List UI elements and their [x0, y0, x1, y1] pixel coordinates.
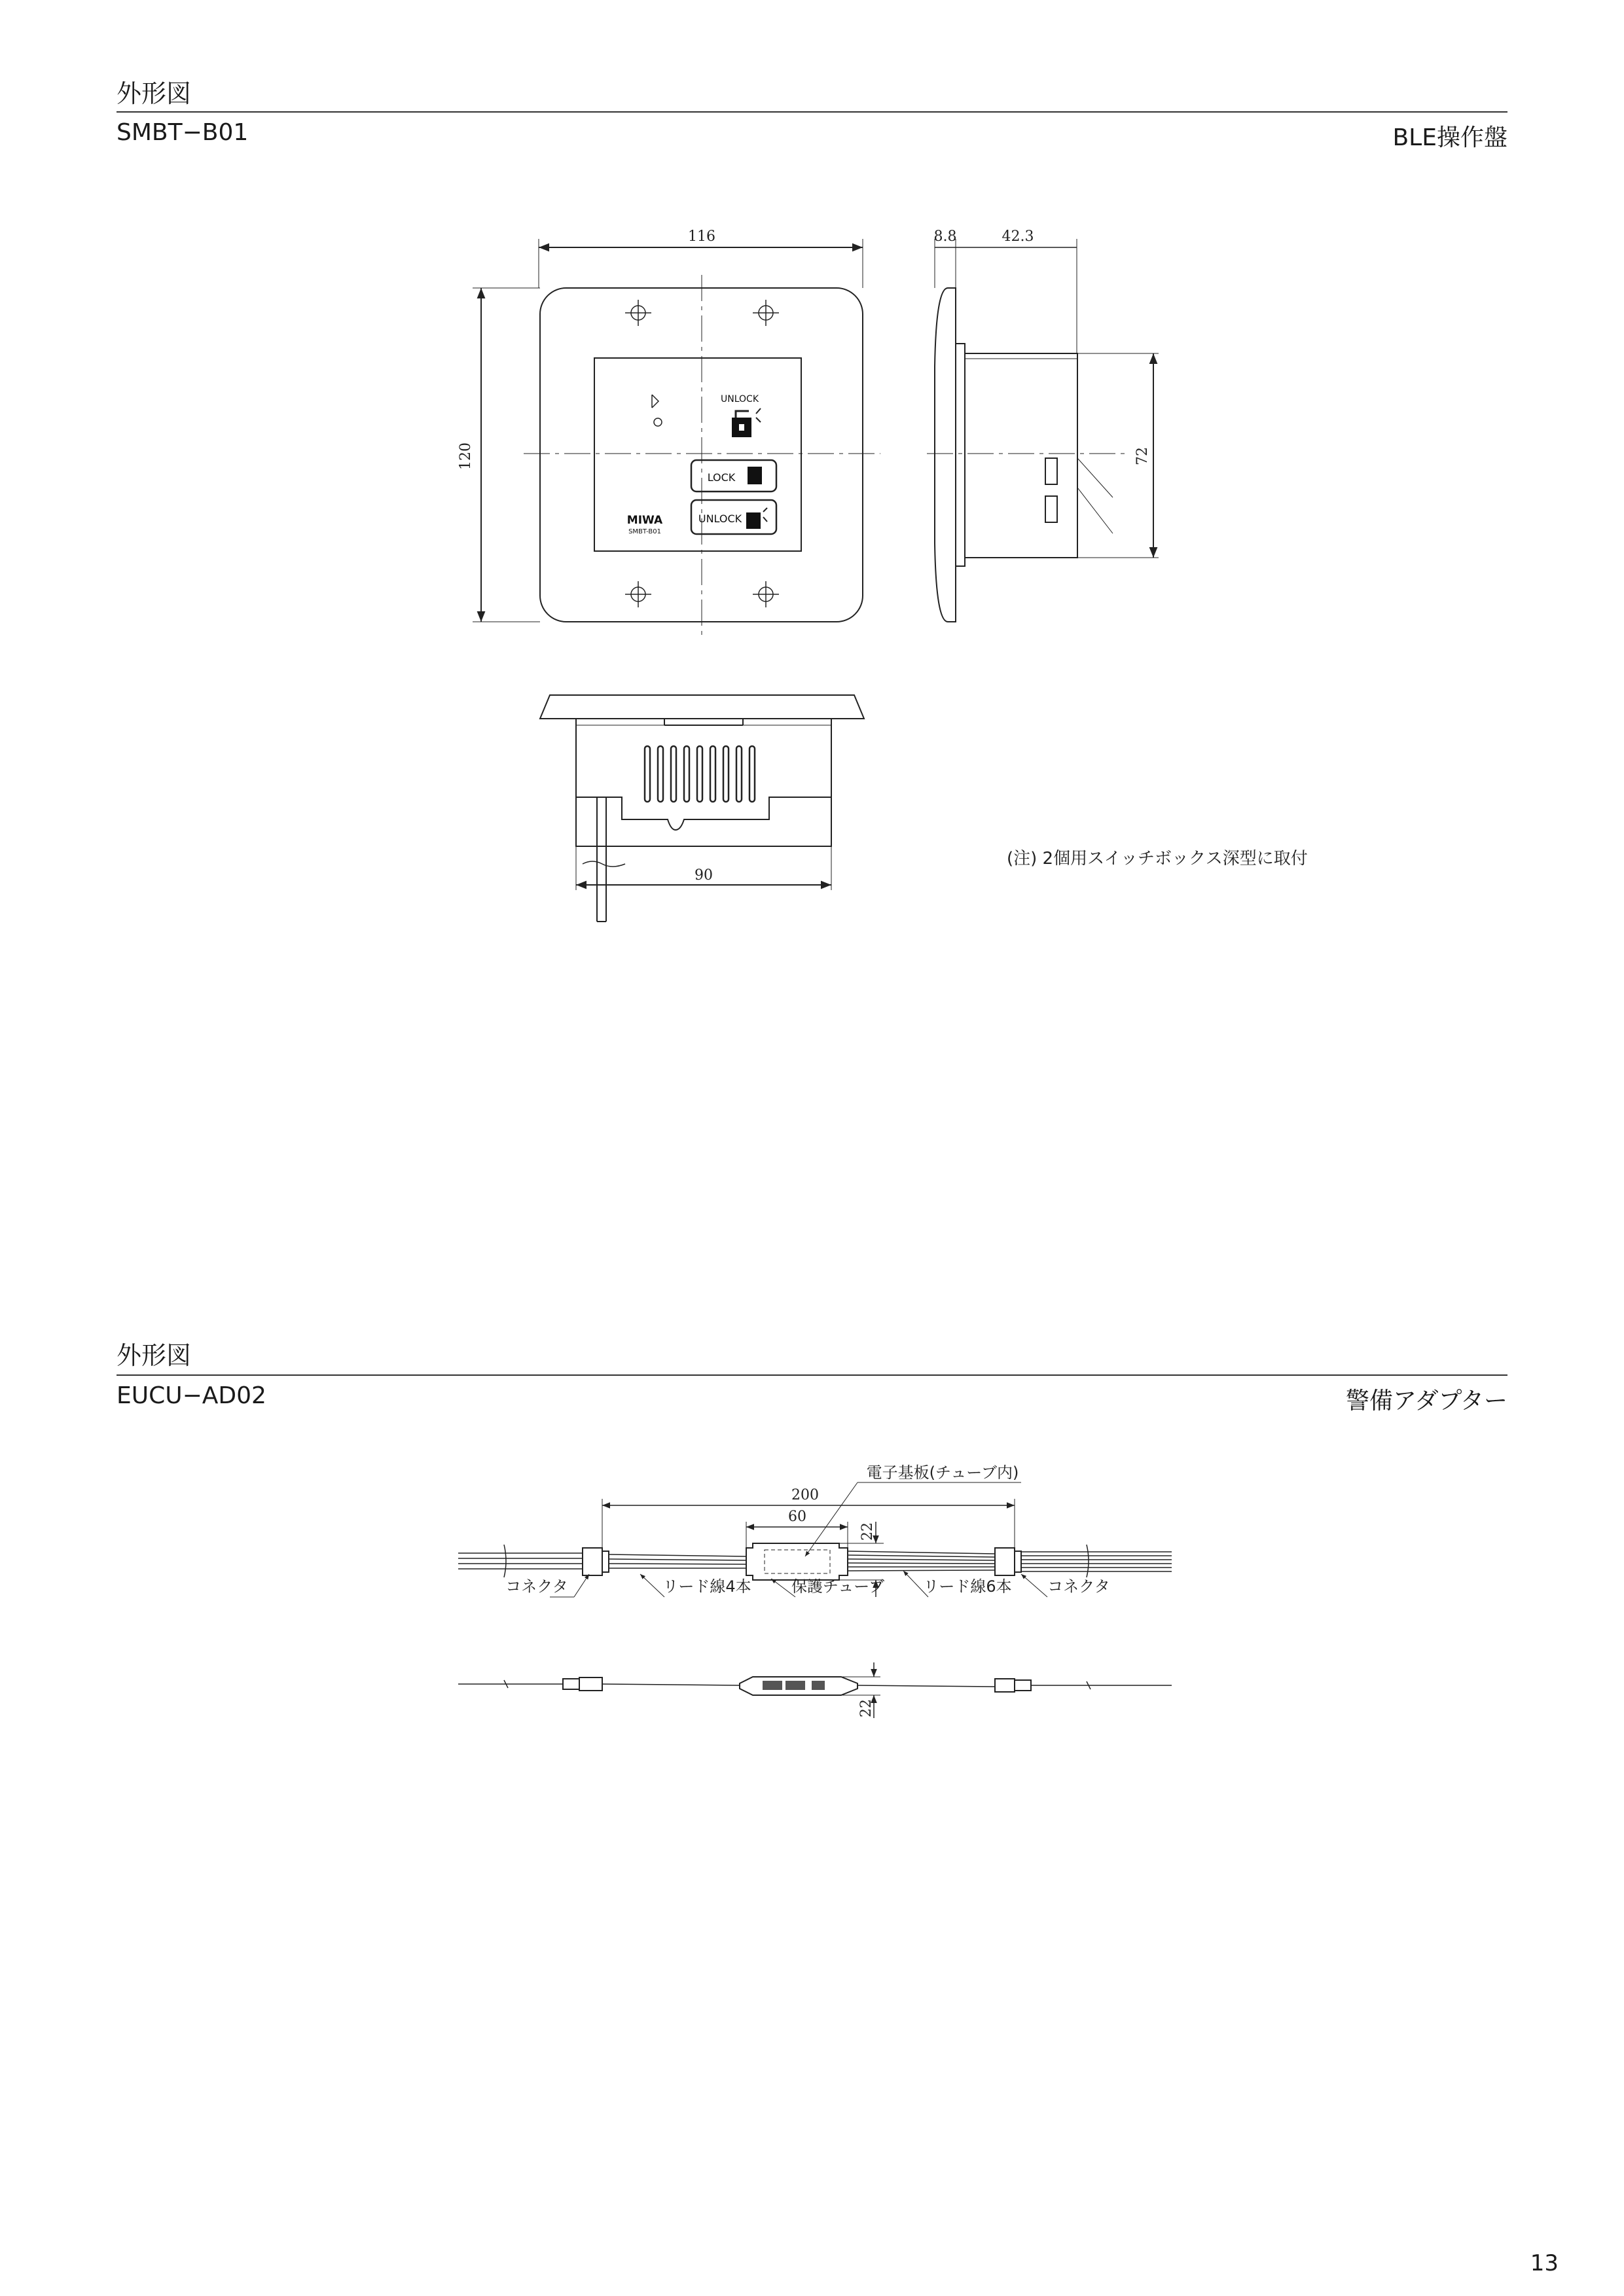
section1-category: BLE操作盤	[1392, 124, 1507, 151]
unlock-button-label: UNLOCK	[698, 512, 742, 525]
panel-model-label: SMBT-B01	[628, 528, 661, 535]
dim-side-h: 72	[1134, 447, 1151, 465]
label-connector-right: コネクタ	[1047, 1577, 1110, 1596]
unlock-indicator-label: UNLOCK	[721, 394, 759, 404]
lock-icon	[748, 467, 762, 484]
mounting-note: (注) 2個用スイッチボックス深型に取付	[1007, 849, 1308, 869]
label-board: 電子基板(チューブ内)	[866, 1463, 1019, 1482]
label-lead6: リード線6本	[923, 1577, 1012, 1596]
label-connector-left: コネクタ	[505, 1577, 568, 1596]
status-led	[654, 418, 662, 426]
lock-button-label: LOCK	[707, 471, 736, 484]
dim-adapter-side-h: 22	[858, 1699, 875, 1717]
brand-logo: MIWA	[626, 514, 663, 527]
dim-width: 116	[688, 228, 715, 245]
dim-height: 120	[458, 442, 474, 470]
side-view	[927, 239, 1159, 622]
adapter-side-view	[458, 1662, 1172, 1718]
section2-category: 警備アダプター	[1346, 1388, 1507, 1414]
dim-side-b: 42.3	[1001, 228, 1034, 245]
section2-model: EUCU−AD02	[117, 1382, 266, 1409]
label-tube: 保護チューブ	[791, 1577, 885, 1596]
dim-adapter-total: 200	[791, 1487, 819, 1503]
dim-side-a: 8.8	[933, 228, 957, 245]
bottom-view	[540, 695, 864, 922]
label-lead4: リード線4本	[662, 1577, 751, 1596]
front-view	[473, 239, 880, 635]
unlock-icon	[746, 512, 761, 529]
page-number: 13	[1530, 2250, 1559, 2276]
section1-model: SMBT−B01	[117, 119, 249, 146]
section2-title: 外形図	[117, 1341, 192, 1370]
dim-adapter-tube-h: 22	[859, 1522, 876, 1541]
bluetooth-icon	[652, 395, 659, 408]
section1-title: 外形図	[117, 79, 192, 108]
dim-adapter-tube: 60	[788, 1509, 806, 1525]
unlock-indicator-icon	[732, 408, 761, 437]
dim-bottom-width: 90	[695, 867, 713, 884]
